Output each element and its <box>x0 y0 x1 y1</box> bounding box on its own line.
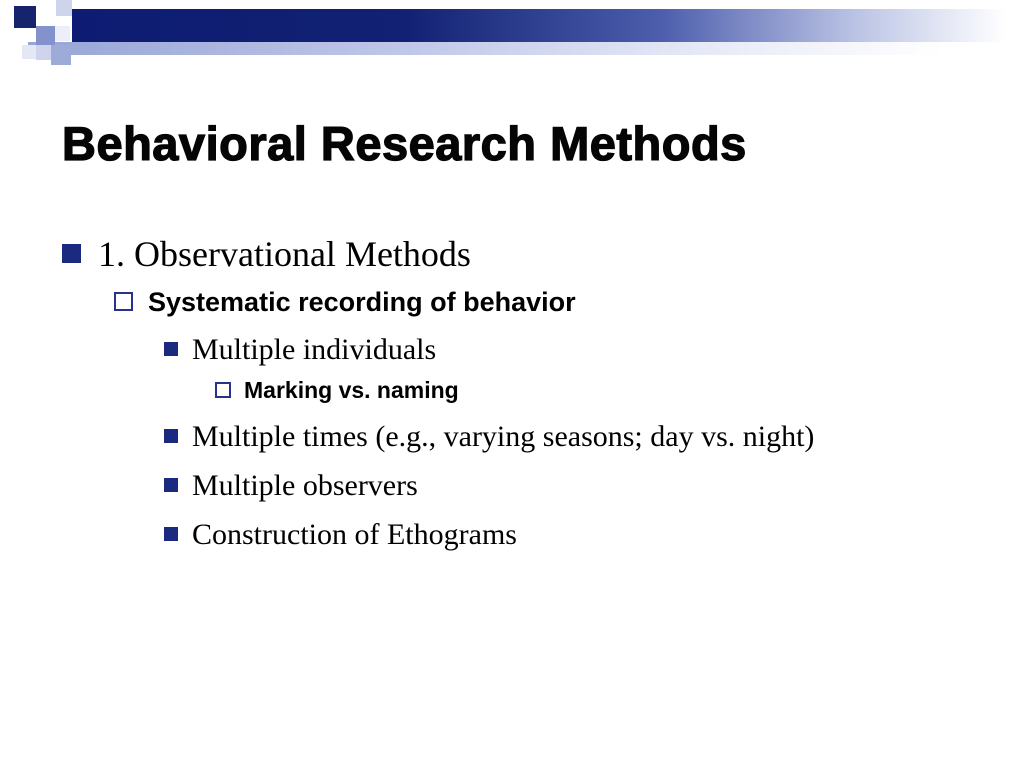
mosaic-square <box>55 26 70 41</box>
mosaic-square <box>22 45 36 59</box>
square-bullet-icon <box>164 342 178 356</box>
bullet-text: Multiple individuals <box>192 333 437 366</box>
bullet-item <box>0 285 1024 319</box>
header-gradient-band <box>72 9 1024 42</box>
bullet-text: Marking vs. naming <box>244 377 459 403</box>
bullet-item <box>0 331 1024 369</box>
square-bullet-icon <box>164 478 178 492</box>
hollow-square-bullet-icon <box>215 382 231 398</box>
header-gradient-band-lower <box>28 42 1024 55</box>
bullet-item <box>0 467 1024 505</box>
mosaic-square <box>36 45 51 60</box>
bullet-text: Multiple times (e.g., varying seasons; day vs. night) <box>192 420 815 453</box>
mosaic-square <box>14 6 36 28</box>
square-bullet-icon <box>62 244 81 263</box>
slide-title: Behavioral Research Methods <box>62 117 747 170</box>
mosaic-square <box>51 45 71 65</box>
bullet-text: Multiple observers <box>192 469 418 502</box>
bullet-text: Systematic recording of behavior <box>148 287 576 317</box>
bullet-list <box>0 233 1024 565</box>
bullet-item <box>0 376 1024 405</box>
square-bullet-icon <box>164 527 178 541</box>
mosaic-square <box>56 0 72 16</box>
mosaic-square <box>36 26 55 45</box>
bullet-item <box>0 516 1024 554</box>
bullet-item <box>0 233 1024 276</box>
square-bullet-icon <box>164 429 178 443</box>
hollow-square-bullet-icon <box>114 292 133 311</box>
bullet-text: 1. Observational Methods <box>98 234 471 274</box>
bullet-item <box>0 418 1024 456</box>
bullet-text: Construction of Ethograms <box>192 518 517 551</box>
